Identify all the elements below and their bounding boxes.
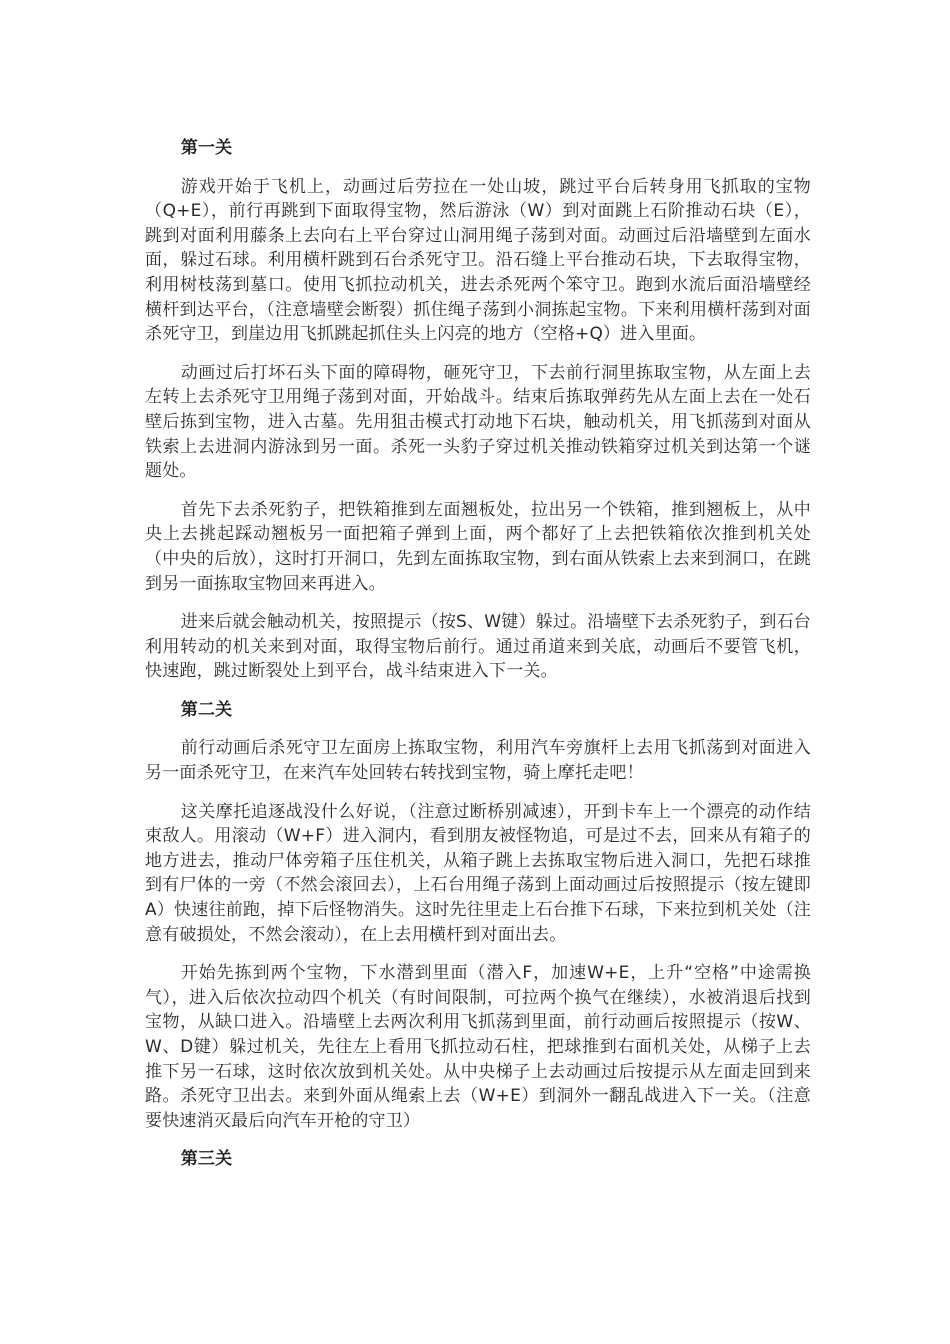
document-page bbox=[145, 136, 811, 1186]
paragraph-1-4: 进来后就会触动机关，按照提示（按S、W键）躲过。沿墙壁下去杀死豹子，到石台利用转动的机关来到对面，取得宝物后前行。通过甬道来到关底，动画后不要管飞机，快速跑，跳过断裂处上到平台，战斗结束进入下一关。 bbox=[145, 612, 811, 682]
paragraph-2-2: 这关摩托追逐战没什么好说，（注意过断桥别减速），开到卡车上一个漂亮的动作结束敌人。用滚动（W+F）进入洞内，看到朋友被怪物追，可是过不去，回来从有箱子的地方进去，推动尸体旁箱子压住机关，从箱子跳上去拣取宝物后进入洞口，先把石球推到有尸体的一旁（不然会滚回去），上石台用绳子荡到上面动画过后按照提示（按左键即A）快速往前跑，掉下后怪物消失。这时先往里走上石台推下石球，下来拉到机关处（注意有破损处，不然会滚动），在上去用横杆到对面出去。 bbox=[145, 801, 811, 945]
paragraph-1-2: 动画过后打坏石头下面的障碍物，砸死守卫，下去前行洞里拣取宝物，从左面上去左转上去杀死守卫用绳子荡到对面，开始战斗。结束后拣取弹药先从左面上去在一处石壁后拣到宝物，进入古墓。先用狙击模式打动地下石块，触动机关，用飞抓荡到对面从铁索上去进洞内游泳到另一面。杀死一头豹子穿过机关推动铁箱穿过机关到达第一个谜题处。 bbox=[145, 362, 811, 482]
section-heading-2: 第二关 bbox=[180, 699, 233, 720]
paragraph-2-1: 前行动画后杀死守卫左面房上拣取宝物，利用汽车旁旗杆上去用飞抓荡到对面进入另一面杀死守卫，在来汽车处回转右转找到宝物，骑上摩托走吧！ bbox=[145, 738, 811, 784]
paragraph-1-3: 首先下去杀死豹子，把铁箱推到左面翘板处，拉出另一个铁箱，推到翘板上，从中央上去挑起踩动翘板另一面把箱子弹到上面，两个都好了上去把铁箱依次推到机关处（中央的后放），这时打开洞口，先到左面拣取宝物，到右面从铁索上去来到洞口，在跳到另一面拣取宝物回来再进入。 bbox=[145, 499, 811, 594]
paragraph-2-3: 开始先拣到两个宝物，下水潜到里面（潜入F，加速W+E，上升“空格”中途需换气），进入后依次拉动四个机关（有时间限制，可拉两个换气在继续），水被消退后找到宝物，从缺口进入。沿墙壁上去两次利用飞抓荡到里面，前行动画后按照提示（按W、W、D键）躲过机关，先往左上看用飞抓拉动石柱，把球推到右面机关处，从梯子上去推下另一石球，这时依次放到机关处。从中央梯子上去动画过后按提示从左面走回到来路。杀死守卫出去。来到外面从绳索上去（W+E）到洞外一翻乱战进入下一关。（注意要快速消灭最后向汽车开枪的守卫） bbox=[145, 963, 811, 1131]
section-heading-1: 第一关 bbox=[180, 138, 233, 158]
paragraph-1-1: 游戏开始于飞机上，动画过后劳拉在一处山坡，跳过平台后转身用飞抓取的宝物（Q+E），前行再跳到下面取得宝物，然后游泳（W）到对面跳上石阶推动石块（E），跳到对面利用藤条上去向右上平台穿过山洞用绳子荡到对面。动画过后沿墙壁到左面水面，躲过石球。利用横杆跳到石台杀死守卫。沿石缝上平台推动石块，下去取得宝物，利用树枝荡到墓口。使用飞抓拉动机关，进去杀死两个笨守卫。跑到水流后面沿墙壁经横杆到达平台，（注意墙壁会断裂）抓住绳子荡到小洞拣起宝物。下来利用横杆荡到对面杀死守卫，到崖边用飞抓跳起抓住头上闪亮的地方（空格+Q）进入里面。 bbox=[145, 176, 811, 345]
section-heading-3: 第三关 bbox=[180, 1149, 233, 1170]
